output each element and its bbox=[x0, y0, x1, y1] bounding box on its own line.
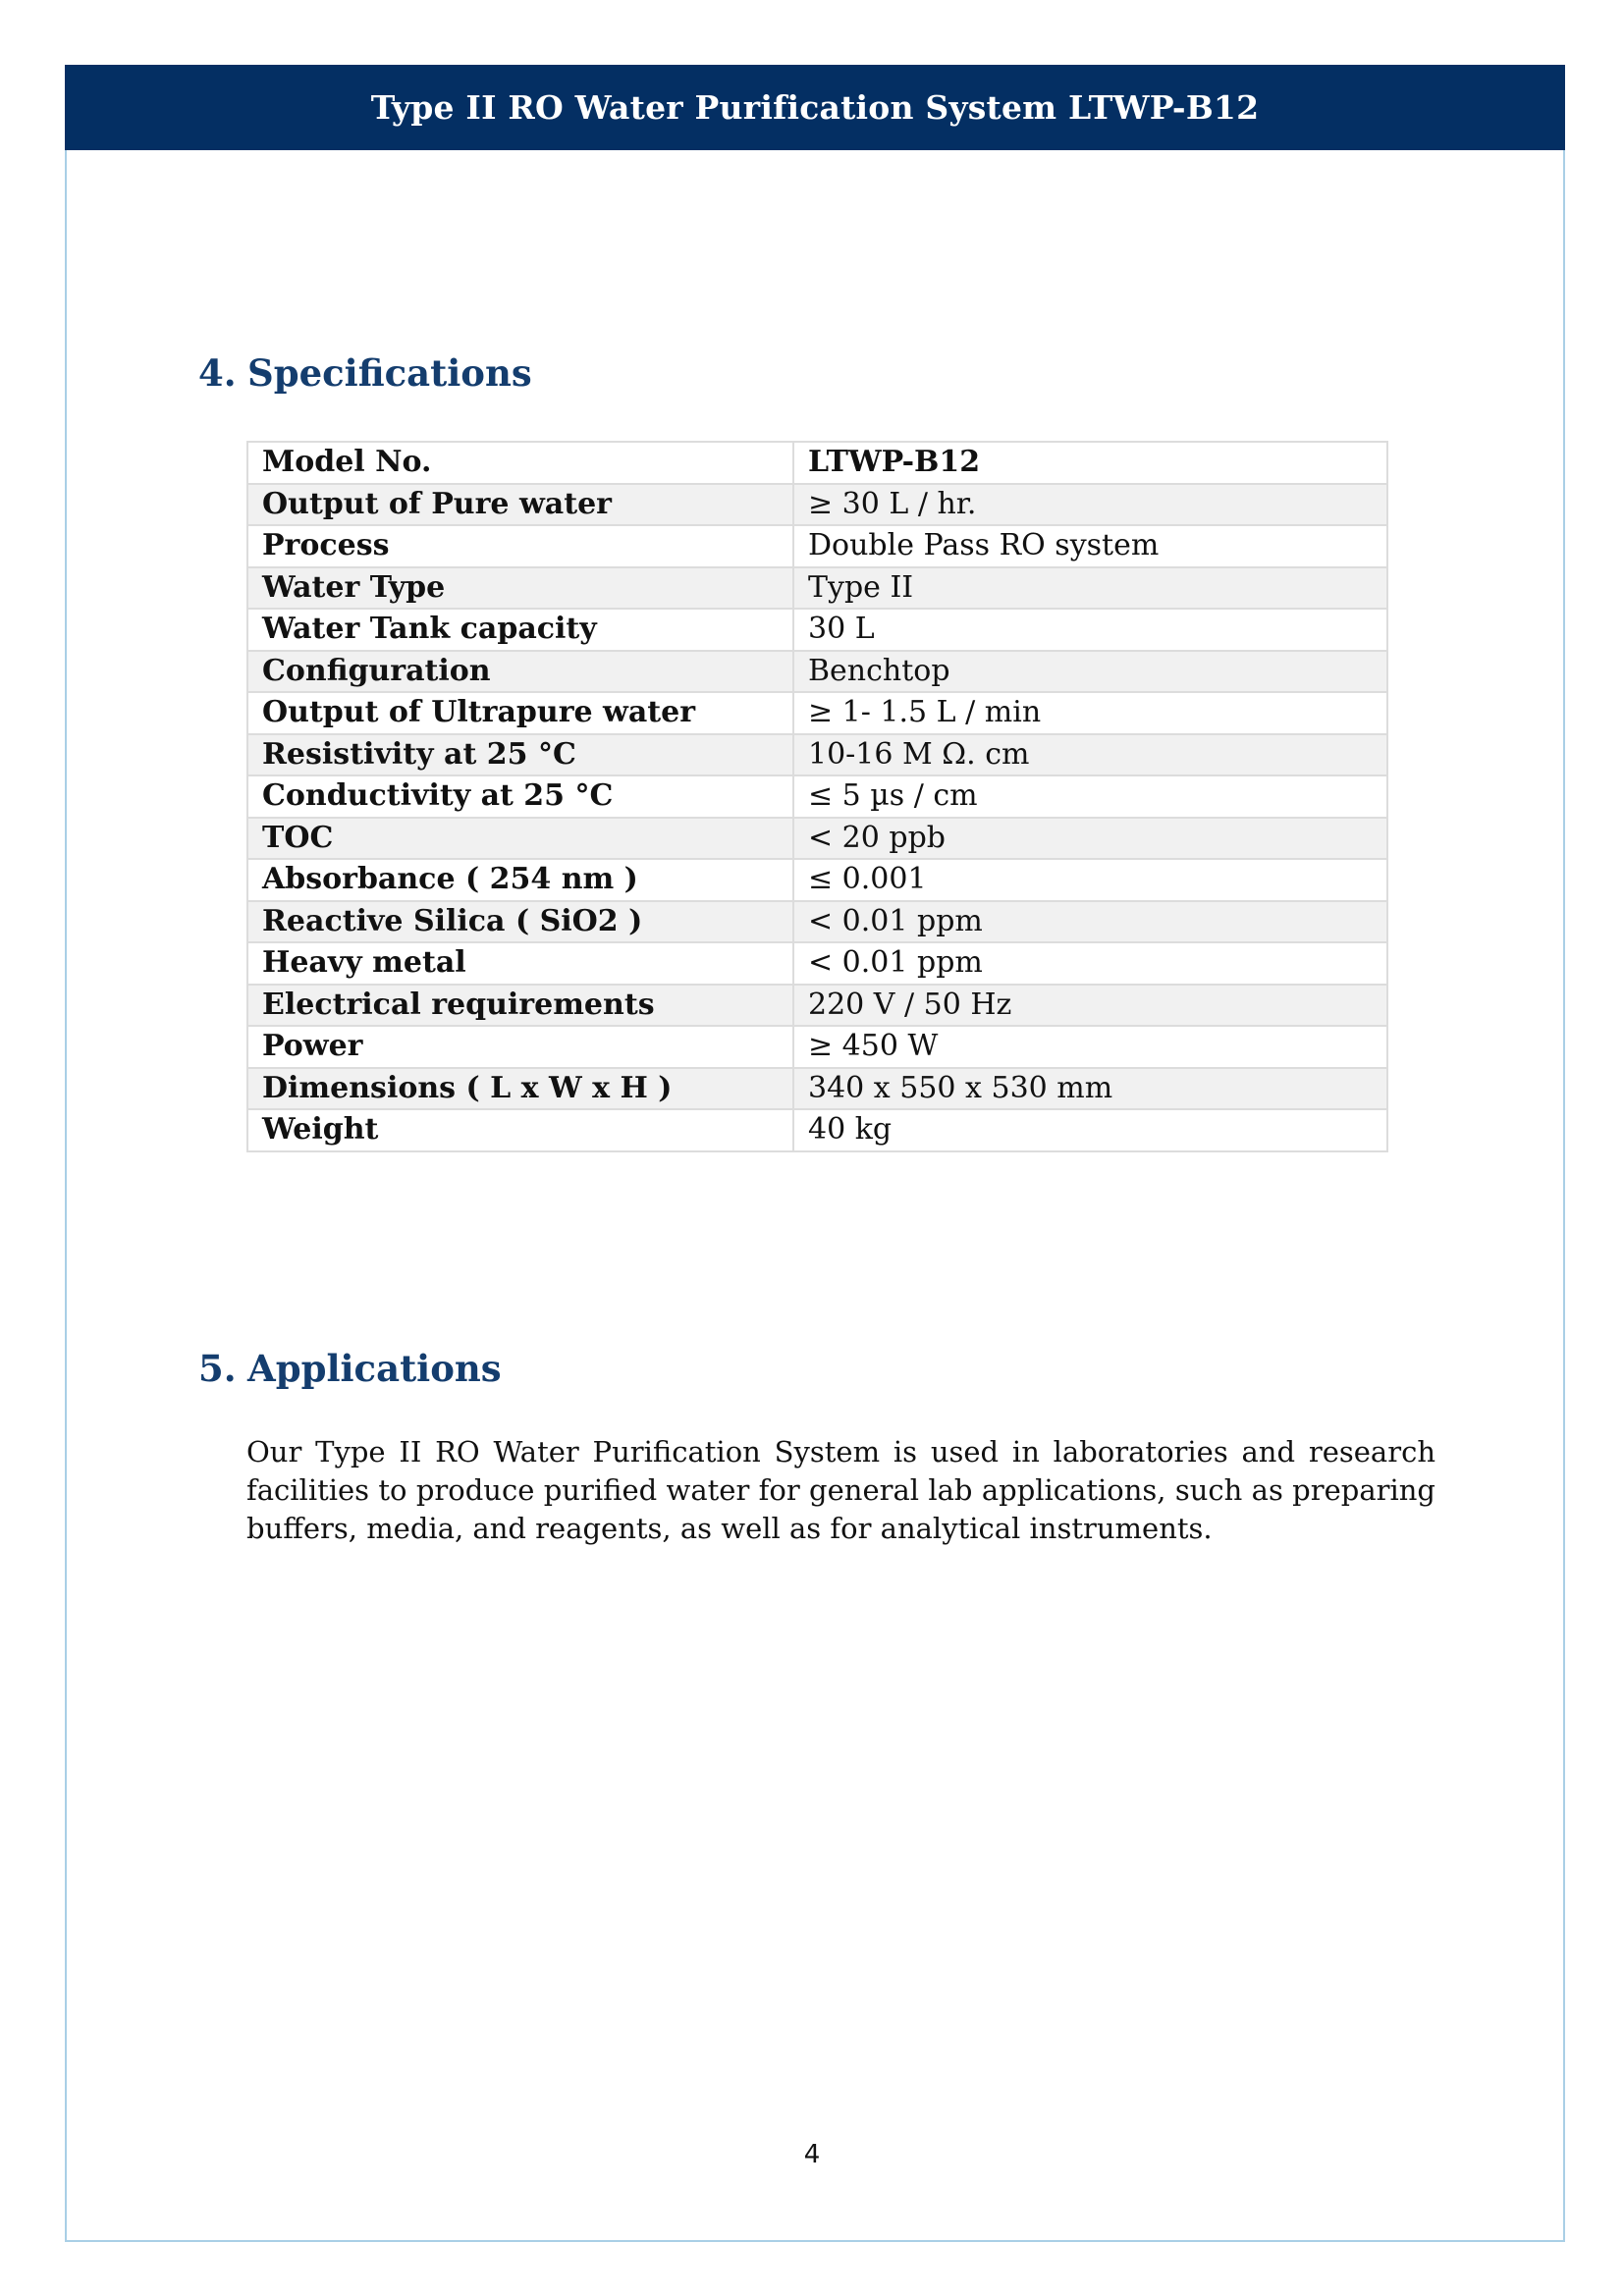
spec-value: 30 L bbox=[793, 609, 1387, 651]
section-title: Applications bbox=[247, 1347, 502, 1390]
document-title: Type II RO Water Purification System LTWP-B12 bbox=[370, 88, 1260, 127]
section-heading-specifications bbox=[198, 351, 532, 395]
spec-label: Dimensions ( L x W x H ) bbox=[247, 1068, 793, 1110]
specifications-table bbox=[246, 441, 1388, 1152]
spec-label: Water Type bbox=[247, 567, 793, 610]
table-row bbox=[247, 484, 1387, 526]
table-row bbox=[247, 818, 1387, 860]
spec-value: Type II bbox=[793, 567, 1387, 610]
spec-value: ≤ 5 µs / cm bbox=[793, 775, 1387, 818]
document-header bbox=[65, 65, 1565, 150]
section-title: Specifications bbox=[247, 351, 532, 395]
spec-value: Double Pass RO system bbox=[793, 525, 1387, 567]
page-number: 4 bbox=[803, 2140, 821, 2169]
spec-label: Process bbox=[247, 525, 793, 567]
applications-paragraph: Our Type II RO Water Purification System is used in laboratories and research facilities to produce purified water for general lab applications, such as preparing buffers, media, and reagents, as well as for analytical instruments. bbox=[246, 1435, 1435, 1545]
spec-label: Electrical requirements bbox=[247, 985, 793, 1027]
spec-value: ≥ 1- 1.5 L / min bbox=[793, 692, 1387, 734]
spec-label: Output of Pure water bbox=[247, 484, 793, 526]
spec-value: Benchtop bbox=[793, 651, 1387, 693]
table-row bbox=[247, 1109, 1387, 1151]
section-heading-applications bbox=[198, 1347, 502, 1390]
spec-label: Conductivity at 25 °C bbox=[247, 775, 793, 818]
section-number: 4. bbox=[198, 351, 237, 395]
table-row bbox=[247, 442, 1387, 484]
table-row bbox=[247, 692, 1387, 734]
table-row bbox=[247, 567, 1387, 610]
table-row bbox=[247, 1026, 1387, 1068]
spec-label: Absorbance ( 254 nm ) bbox=[247, 859, 793, 901]
spec-label: Output of Ultrapure water bbox=[247, 692, 793, 734]
table-row bbox=[247, 775, 1387, 818]
spec-value: ≥ 30 L / hr. bbox=[793, 484, 1387, 526]
spec-label: Power bbox=[247, 1026, 793, 1068]
table-row bbox=[247, 985, 1387, 1027]
spec-label: Resistivity at 25 °C bbox=[247, 734, 793, 776]
table-row bbox=[247, 609, 1387, 651]
table-row bbox=[247, 942, 1387, 985]
spec-value: < 0.01 ppm bbox=[793, 901, 1387, 943]
section-number: 5. bbox=[198, 1347, 237, 1390]
spec-value: < 0.01 ppm bbox=[793, 942, 1387, 985]
spec-label: Weight bbox=[247, 1109, 793, 1151]
spec-value: 40 kg bbox=[793, 1109, 1387, 1151]
spec-label: Model No. bbox=[247, 442, 793, 484]
table-row bbox=[247, 859, 1387, 901]
spec-label: Configuration bbox=[247, 651, 793, 693]
spec-value: < 20 ppb bbox=[793, 818, 1387, 860]
spec-label: Heavy metal bbox=[247, 942, 793, 985]
spec-value: ≥ 450 W bbox=[793, 1026, 1387, 1068]
table-row bbox=[247, 1068, 1387, 1110]
table-row bbox=[247, 734, 1387, 776]
spec-label: Water Tank capacity bbox=[247, 609, 793, 651]
spec-value: LTWP-B12 bbox=[793, 442, 1387, 484]
spec-label: TOC bbox=[247, 818, 793, 860]
spec-value: ≤ 0.001 bbox=[793, 859, 1387, 901]
spec-value: 10-16 M Ω. cm bbox=[793, 734, 1387, 776]
spec-value: 220 V / 50 Hz bbox=[793, 985, 1387, 1027]
spec-value: 340 x 550 x 530 mm bbox=[793, 1068, 1387, 1110]
spec-label: Reactive Silica ( SiO2 ) bbox=[247, 901, 793, 943]
table-row bbox=[247, 651, 1387, 693]
table-row bbox=[247, 525, 1387, 567]
table-row bbox=[247, 901, 1387, 943]
